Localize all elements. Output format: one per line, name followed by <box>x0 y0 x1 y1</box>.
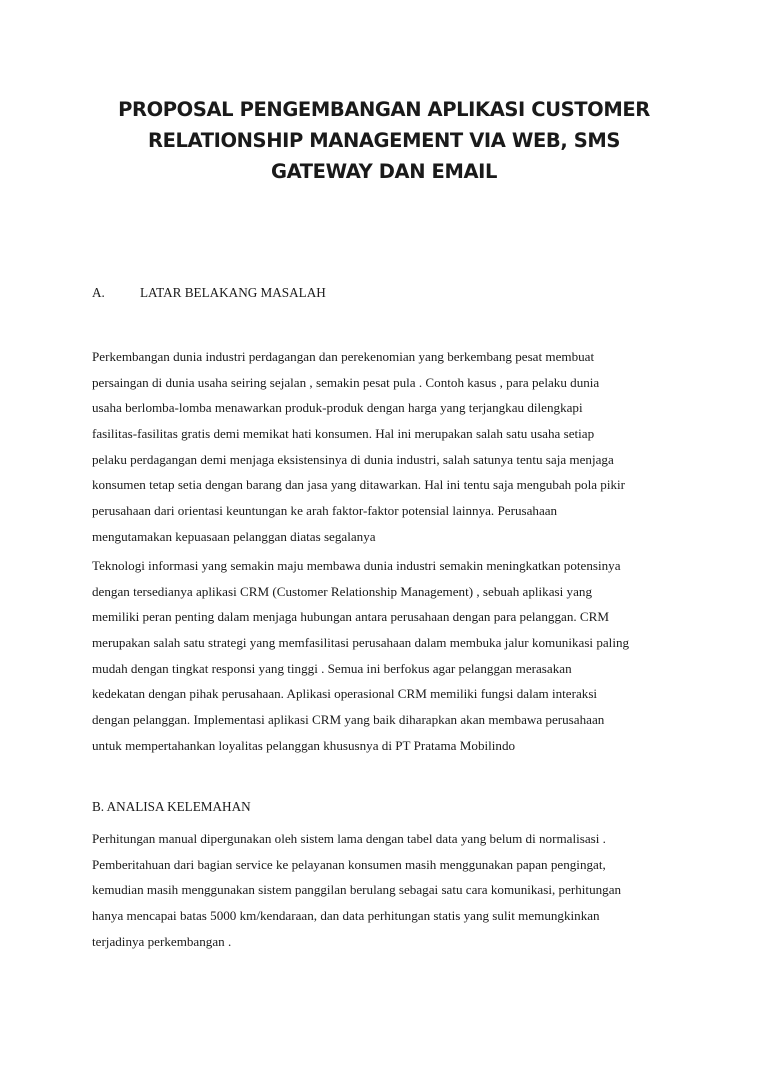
text-line: mudah dengan tingkat responsi yang tinggi . Semua ini berfokus agar pelanggan merasakan <box>92 660 572 676</box>
text-line: memiliki peran penting dalam menjaga hubungan antara perusahaan dengan para pelanggan. CRM <box>92 609 610 625</box>
title-line: GATEWAY DAN EMAIL <box>270 160 498 183</box>
text-line: Perkembangan dunia industri perdagangan dan perekenomian yang berkembang pesat membuat <box>92 349 595 364</box>
section-b-heading: B. ANALISA KELEMAHAN <box>92 799 251 814</box>
text-line: terjadinya perkembangan . <box>92 933 232 949</box>
document-title <box>60 94 708 187</box>
text-line: Pemberitahuan dari bagian service ke pelayanan konsumen masih menggunakan papan pengingat, <box>92 856 606 872</box>
text-line: konsumen tetap setia dengan barang dan jasa yang ditawarkan. Hal ini tentu saja mengubah pola pikir <box>92 477 626 493</box>
text-line: pelaku perdagangan demi menjaga eksistensinya di dunia industri, salah satunya tentu saja menjaga <box>92 451 614 467</box>
text-line: dengan pelanggan. Implementasi aplikasi CRM yang baik diharapkan akan membawa perusahaan <box>92 712 605 728</box>
section-b-paragraph-1 <box>92 826 692 954</box>
text-line: fasilitas-fasilitas gratis demi memikat hati konsumen. Hal ini merupakan salah satu usaha setiap <box>92 426 595 442</box>
text-line: perusahaan dari orientasi keuntungan ke arah faktor-faktor potensial lainnya. Perusahaan <box>92 503 558 519</box>
text-line: mengutamakan kepuasaan pelanggan diatas segalanya <box>92 528 376 544</box>
text-line: merupakan salah satu strategi yang memfasilitasi perusahaan dalam membuka jalur komunikasi paling <box>92 635 630 651</box>
section-a-paragraph-2 <box>92 553 692 759</box>
section-a-paragraph-1 <box>92 344 692 550</box>
text-line: kedekatan dengan pihak perusahaan. Aplikasi operasional CRM memiliki fungsi dalam interaksi <box>92 686 598 702</box>
title-line: RELATIONSHIP MANAGEMENT VIA WEB, SMS <box>147 129 621 152</box>
text-line: persaingan di dunia usaha seiring sejalan , semakin pesat pula . Contoh kasus , para pelaku dunia <box>92 374 600 390</box>
text-line: usaha berlomba-lomba menawarkan produk-produk dengan harga yang terjangkau dilengkapi <box>92 400 583 416</box>
title-line: PROPOSAL PENGEMBANGAN APLIKASI CUSTOMER <box>118 98 650 121</box>
text-line: Perhitungan manual dipergunakan oleh sistem lama dengan tabel data yang belum di normalisasi . <box>92 831 606 846</box>
section-a-number: A. <box>92 285 105 300</box>
text-line: Teknologi informasi yang semakin maju membawa dunia industri semakin meningkatkan potensinya <box>92 558 621 573</box>
section-a-heading: LATAR BELAKANG MASALAH <box>140 285 326 300</box>
text-line: kemudian masih menggunakan sistem panggilan berulang sebagai satu cara komunikasi, perhitungan <box>92 882 622 898</box>
text-line: dengan tersedianya aplikasi CRM (Customer Relationship Management) , sebuah aplikasi yang <box>92 583 592 599</box>
text-line: untuk mempertahankan loyalitas pelanggan khususnya di PT Pratama Mobilindo <box>92 737 516 753</box>
text-line: hanya mencapai batas 5000 km/kendaraan, dan data perhitungan statis yang sulit memungkinkan <box>92 908 600 924</box>
